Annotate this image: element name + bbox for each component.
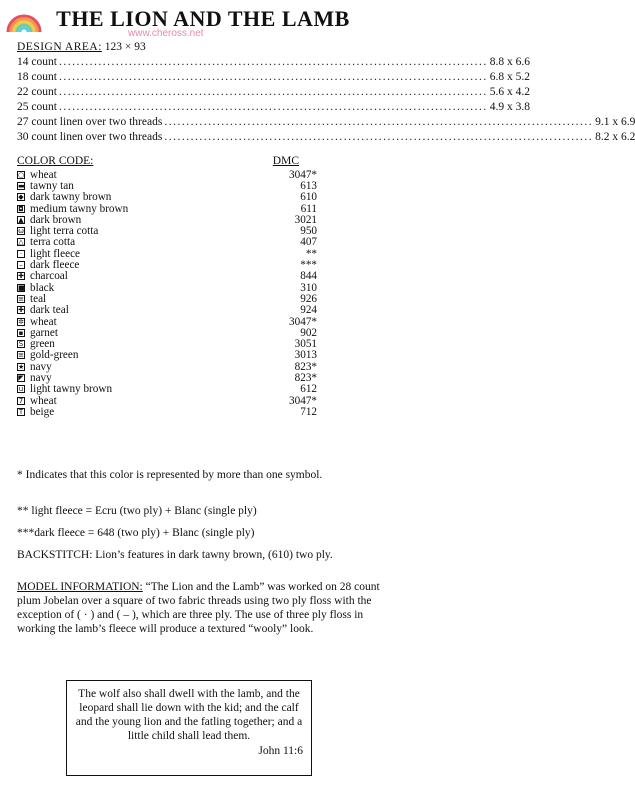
color-name: garnet [30, 326, 58, 339]
dmc-number: 844 [300, 270, 317, 283]
dmc-number: 902 [300, 326, 317, 339]
chart-symbol-icon: △ [18, 238, 24, 247]
color-code-row [17, 271, 317, 282]
color-code-row [17, 282, 317, 293]
dmc-number: 310 [300, 281, 317, 294]
color-code-row [17, 406, 317, 417]
color-name: navy [30, 360, 52, 373]
design-area [17, 41, 146, 53]
chart-symbol-icon: u [18, 385, 24, 394]
color-code-row [17, 305, 317, 316]
dmc-number: ** [305, 247, 317, 260]
dmc-number: 610 [300, 191, 317, 204]
color-code-row [17, 316, 317, 327]
color-name: wheat [30, 168, 57, 181]
color-name: gold-green [30, 349, 79, 362]
dmc-number: 823* [294, 372, 317, 384]
chart-symbol-icon: ≡ [18, 294, 24, 303]
light-fleece-note: ** light fleece = Ecru (two ply) + Blanc (single ply) [17, 505, 257, 517]
color-code-rows [17, 169, 317, 418]
backstitch-note: BACKSTITCH: Lion’s features in dark tawny brown, (610) two ply. [17, 549, 333, 561]
chart-symbol-icon: ◆ [18, 193, 24, 202]
dmc-number: 407 [300, 236, 317, 249]
chart-symbol-icon: ω [18, 227, 24, 236]
chart-symbol-icon: S [18, 340, 24, 349]
color-name: medium tawny brown [30, 202, 129, 215]
color-code-row [17, 180, 317, 191]
color-code-row [17, 327, 317, 338]
chart-symbol-icon: ◤ [18, 373, 24, 382]
dmc-number: 613 [300, 179, 317, 192]
dmc-number: *** [300, 259, 317, 272]
dmc-number: 3047* [289, 394, 317, 407]
model-information-text: “The Lion and the Lamb” was worked on 28 count plum Jobelan over a square of two fabric threads using two ply floss with the exception of ( · ) and ( – ), which are three ply. The use of three ply floss in working the lamb’s fleece will produce a textured “wooly” look. [17, 581, 380, 635]
color-name: dark fleece [30, 259, 80, 272]
color-name: teal [30, 292, 47, 305]
dmc-number: 926 [300, 292, 317, 305]
color-code-row [17, 237, 317, 248]
color-name: black [30, 281, 55, 294]
dmc-number: 3021 [294, 213, 317, 226]
chart-symbol-icon: T [18, 407, 24, 416]
color-name: dark brown [30, 213, 82, 226]
color-code-label: COLOR CODE: [17, 155, 94, 167]
dmc-number: 823* [294, 360, 317, 373]
color-code-row [17, 293, 317, 304]
color-name: green [30, 338, 55, 351]
page-title: THE LION AND THE LAMB [56, 6, 350, 31]
color-name: light tawny brown [30, 383, 113, 396]
color-code-row [17, 361, 317, 372]
color-name: dark tawny brown [30, 191, 112, 204]
color-code-row [17, 225, 317, 236]
dmc-number: 3051 [294, 338, 317, 351]
dmc-number: 3047* [289, 168, 317, 181]
color-code-row [17, 192, 317, 203]
color-code-row [17, 338, 317, 349]
dmc-number: 611 [300, 202, 317, 215]
color-code-row [17, 169, 317, 180]
chart-symbol-icon: ▲ [18, 215, 24, 224]
color-name: dark teal [30, 304, 69, 317]
dmc-number: 612 [300, 383, 317, 396]
color-code-row [17, 372, 317, 383]
chart-symbol-icon: ✲ [18, 317, 24, 326]
color-name: charcoal [30, 270, 68, 283]
color-code-row [17, 259, 317, 270]
color-code-table [17, 155, 317, 418]
model-information [17, 580, 392, 636]
color-code-row [17, 248, 317, 259]
color-code-row [17, 350, 317, 361]
chart-symbol-icon: ✚ [18, 306, 24, 315]
color-code-row [17, 395, 317, 406]
quote-citation: John 11:6 [258, 745, 303, 757]
dmc-number: 712 [300, 405, 317, 418]
chart-symbol-icon: 7 [18, 396, 24, 405]
dmc-label: DMC [272, 155, 299, 167]
chart-symbol-icon: ≡ [18, 351, 24, 360]
count-row: 25 count .................................................................................................. 4.9 x 3.8 [17, 101, 530, 113]
count-row: 14 count .................................................................................................. 8.8 x 6.6 [17, 56, 530, 68]
color-code-row [17, 214, 317, 225]
dmc-number: 950 [300, 225, 317, 238]
scripture-quote-box [66, 680, 312, 776]
color-name: light fleece [30, 247, 81, 260]
fabric-count-list [17, 55, 635, 145]
color-name: wheat [30, 394, 57, 407]
color-name: beige [30, 405, 55, 418]
chart-symbol-icon: ▪ [18, 328, 24, 337]
count-row: 30 count linen over two threads .................................................................................................. 8.2 x 6.2 [17, 131, 635, 143]
chart-symbol-icon: ▬ [18, 181, 25, 190]
dmc-number: 3013 [294, 349, 317, 362]
color-name: light terra cotta [30, 225, 99, 238]
chart-symbol-icon: ■ [18, 283, 25, 292]
chart-symbol-icon: ○ [18, 170, 25, 179]
asterisk-note: * Indicates that this color is represented by more than one symbol. [17, 469, 323, 481]
count-row: 22 count .................................................................................................. 5.6 x 4.2 [17, 86, 530, 98]
chart-symbol-icon: ★ [18, 362, 25, 371]
color-name: terra cotta [30, 236, 76, 249]
dmc-number: 3047* [289, 315, 317, 328]
design-area-label: DESIGN AREA: [17, 41, 102, 53]
dark-fleece-note: ***dark fleece = 648 (two ply) + Blanc (single ply) [17, 527, 255, 539]
count-row: 27 count linen over two threads .................................................................................................. 9.1 x 6.9 [17, 116, 635, 128]
watermark: www.cheross.net [128, 28, 204, 39]
design-area-value: 123 × 93 [104, 41, 146, 53]
quote-text: The wolf also shall dwell with the lamb, and the leopard shall lie down with the kid; and the calf and the young lion and the fatling together; and a little child shall lead them. [75, 688, 303, 742]
color-code-row [17, 203, 317, 214]
chart-symbol-icon: ◘ [18, 204, 24, 213]
color-code-header [17, 155, 317, 169]
chart-symbol-icon: ✚ [18, 272, 24, 281]
dmc-number: 924 [300, 304, 317, 317]
chart-symbol-icon: · [17, 250, 25, 258]
count-row: 18 count .................................................................................................. 6.8 x 5.2 [17, 71, 530, 83]
chart-symbol-icon: – [17, 261, 25, 269]
color-name: wheat [30, 315, 57, 328]
color-name: tawny tan [30, 179, 74, 192]
model-information-label: MODEL INFORMATION: [17, 581, 143, 593]
color-name: navy [30, 372, 52, 384]
color-code-row [17, 384, 317, 395]
